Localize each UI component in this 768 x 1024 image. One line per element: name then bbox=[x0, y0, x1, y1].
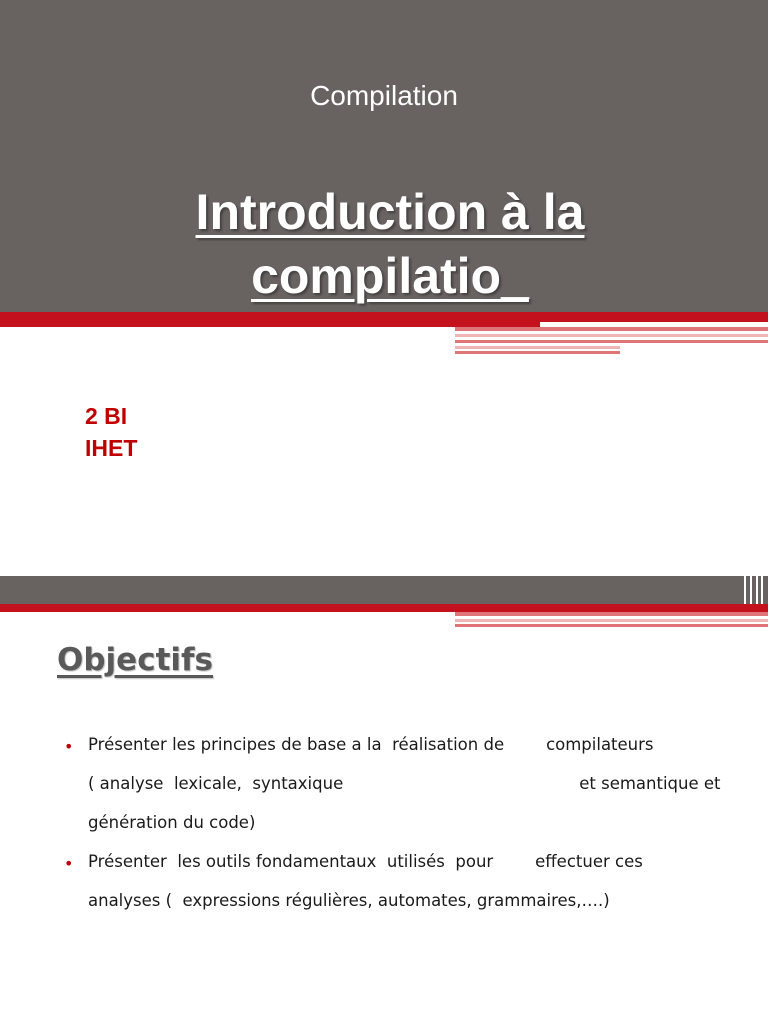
decor-stripe bbox=[455, 351, 620, 354]
decor-stripe bbox=[455, 612, 768, 616]
list-item bbox=[60, 847, 720, 925]
list-item-line: analyses ( expressions régulières, automates, grammaires,….) bbox=[88, 891, 610, 910]
objectives-slide-header bbox=[0, 576, 768, 604]
decor-stripe bbox=[455, 624, 768, 627]
slide-title-line-2: compilatio_ bbox=[251, 248, 529, 304]
slide-title-line-1: Introduction à la bbox=[195, 184, 585, 240]
list-item-line: Présenter les principes de base a la réalisation de compilateurs bbox=[88, 735, 654, 754]
decor-stripe bbox=[455, 346, 620, 349]
decor-stripe bbox=[455, 340, 768, 343]
decor-stripe bbox=[455, 334, 768, 337]
course-level: 2 BI bbox=[85, 403, 128, 429]
course-institution: IHET bbox=[85, 435, 138, 461]
bullet-dot-icon: • bbox=[64, 854, 74, 873]
list-item-line: Présenter les outils fondamentaux utilisés pour effectuer ces bbox=[88, 852, 643, 871]
objectives-list bbox=[60, 730, 720, 925]
decor-stripe bbox=[455, 619, 768, 622]
list-item-line: génération du code) bbox=[88, 813, 256, 832]
header-red-stripe bbox=[0, 604, 768, 612]
decor-stripe bbox=[455, 327, 768, 331]
bullet-dot-icon: • bbox=[64, 737, 74, 756]
slide-subtitle: Compilation bbox=[310, 80, 458, 111]
list-item-line: ( analyse lexicale, syntaxique et semantique et bbox=[88, 774, 721, 793]
objectives-heading: Objectifs bbox=[57, 642, 213, 678]
slide-title bbox=[130, 180, 650, 308]
list-item bbox=[60, 730, 720, 847]
header-red-stripe bbox=[0, 312, 768, 322]
course-info bbox=[85, 400, 137, 464]
